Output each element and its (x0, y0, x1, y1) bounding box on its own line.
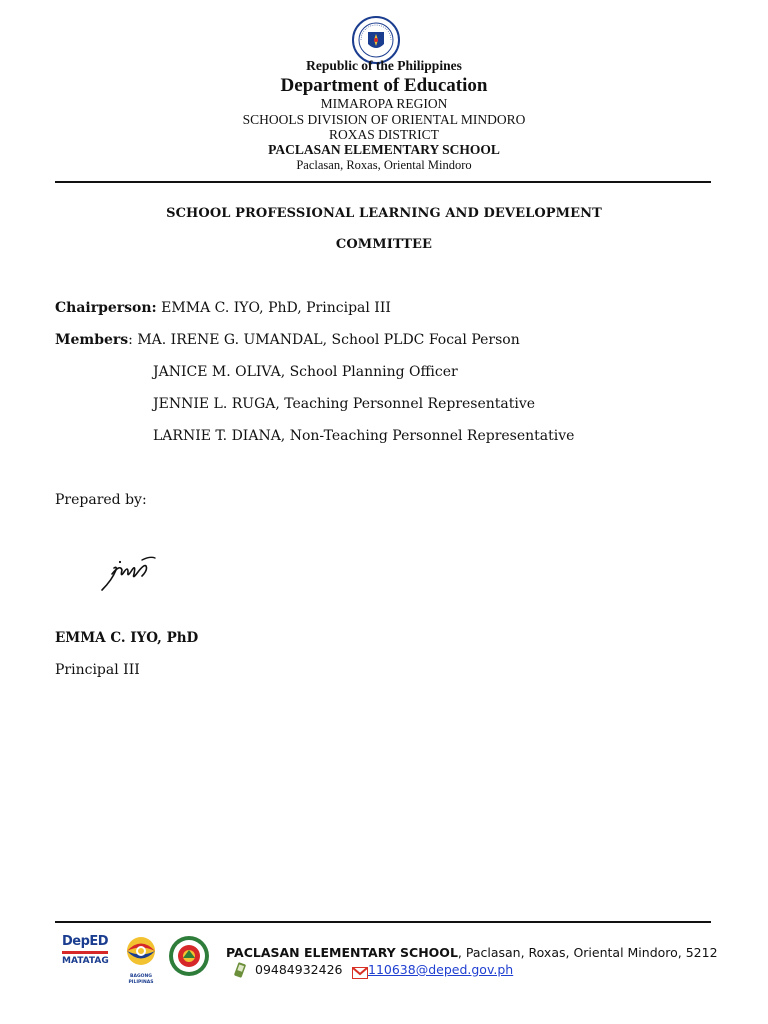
prepared-by-label: Prepared by: (55, 492, 147, 508)
deped-logo-bar (62, 951, 108, 954)
document-title-line2: COMMITTEE (335, 237, 433, 252)
matatag-text: MATATAG (62, 956, 109, 966)
chairperson-value: EMMA C. IYO, PhD, Principal III (156, 300, 391, 316)
members-label: Members (55, 332, 129, 348)
deped-matatag-logo (62, 935, 112, 977)
bagong-pilipinas-logo (119, 934, 163, 985)
signature-icon (98, 550, 160, 594)
region-text: MIMAROPA REGION (320, 96, 448, 111)
member-item: JANICE M. OLIVA, School Planning Officer (153, 364, 458, 380)
republic-heading: Republic of the Philippines (306, 58, 462, 73)
school-seal-icon (168, 935, 210, 977)
department-heading: Department of Education (280, 75, 488, 96)
gmail-icon (352, 964, 368, 976)
footer-phone: 09484932426 (255, 962, 343, 977)
signatory-position: Principal III (55, 662, 140, 678)
member-item: JENNIE L. RUGA, Teaching Personnel Representative (153, 396, 536, 412)
footer-school-address: , Paclasan, Roxas, Oriental Mindoro, 5212 (457, 945, 718, 960)
bagong-pilipinas-text: BAGONG PILIPINAS (128, 974, 154, 985)
school-address: Paclasan, Roxas, Oriental Mindoro (296, 158, 472, 172)
school-name: PACLASAN ELEMENTARY SCHOOL (268, 142, 500, 157)
footer-school-line (226, 945, 718, 960)
division-text: SCHOOLS DIVISION OF ORIENTAL MINDORO (242, 112, 526, 127)
document-title-line1: SCHOOL PROFESSIONAL LEARNING AND DEVELOPMENT (166, 206, 602, 221)
footer-divider (55, 921, 711, 923)
chairperson-label: Chairperson: (55, 300, 157, 316)
deped-logo-text: DepED (62, 934, 109, 949)
deped-seal-icon (352, 16, 400, 64)
member-first: : MA. IRENE G. UMANDAL, School PLDC Focal Person (128, 332, 520, 348)
phone-icon (233, 962, 247, 978)
member-item: LARNIE T. DIANA, Non-Teaching Personnel Representative (153, 428, 575, 444)
district-text: ROXAS DISTRICT (329, 127, 439, 142)
footer-email-link[interactable]: 110638@deped.gov.ph (368, 962, 514, 977)
members-line (55, 332, 520, 348)
signatory-name: EMMA C. IYO, PhD (55, 630, 199, 646)
footer-school-name: PACLASAN ELEMENTARY SCHOOL (226, 945, 458, 960)
chairperson-line (55, 300, 391, 316)
header-divider (55, 181, 711, 183)
